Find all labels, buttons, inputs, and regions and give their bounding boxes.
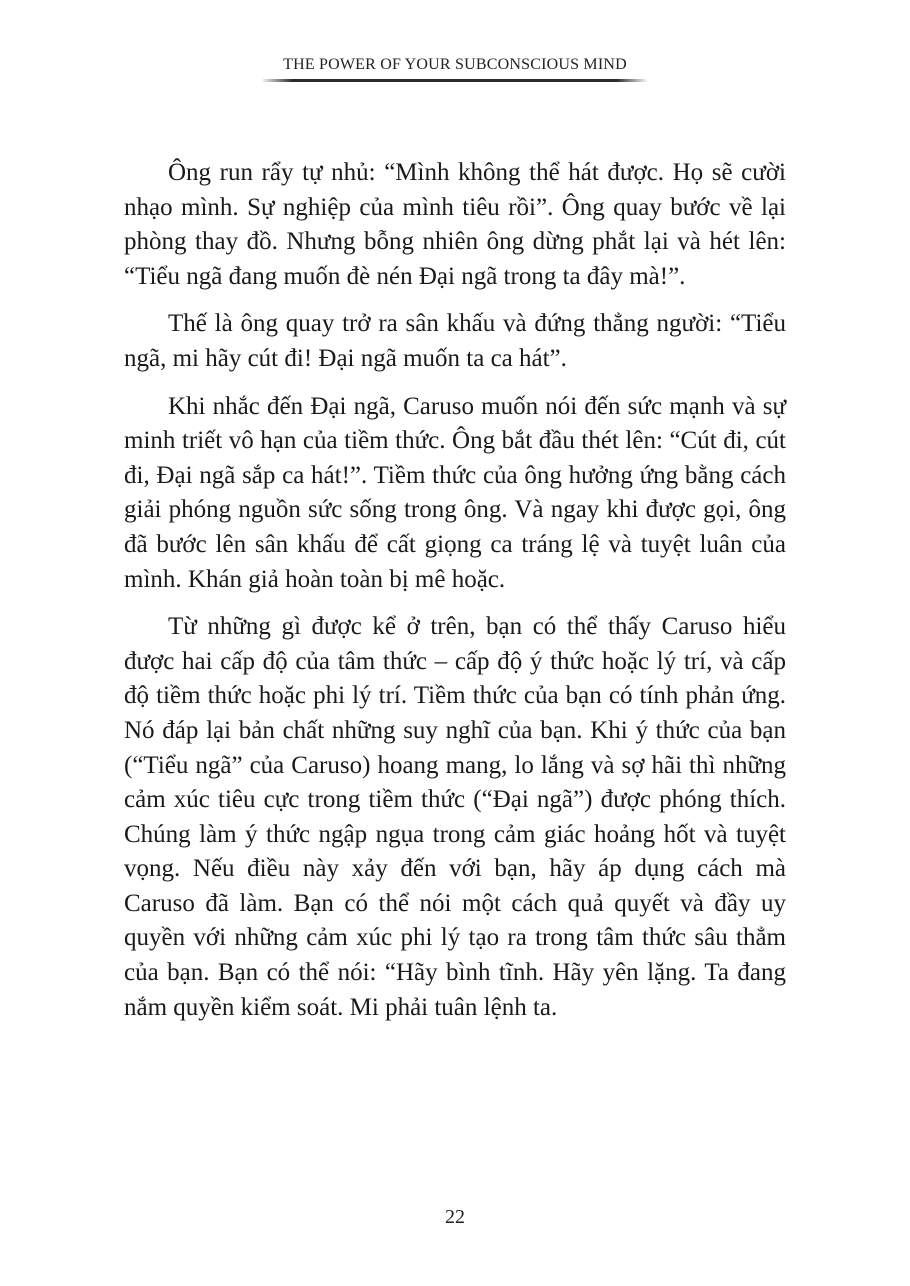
paragraph: Từ những gì được kể ở trên, bạn có thể thấy Caruso hiểu được hai cấp độ của tâm thức – cấp độ ý thức hoặc lý trí, và cấp độ tiềm thức hoặc phi lý trí. Tiềm thức của bạn có tính phản ứng. Nó đáp lại bản chất những suy nghĩ của bạn. Khi ý thức của bạn (“Tiểu ngã” của Caruso) hoang mang, lo lắng và sợ hãi thì những cảm xúc tiêu cực trong tiềm thức (“Đại ngã”) được phóng thích. Chúng làm ý thức ngập ngụa trong cảm giác hoảng hốt và tuyệt vọng. Nếu điều này xảy đến với bạn, hãy áp dụng cách mà Caruso đã làm. Bạn có thể nói một cách quả quyết và đầy uy quyền với những cảm xúc phi lý tạo ra trong tâm thức sâu thẳm của bạn. Bạn có thể nói: “Hãy bình tĩnh. Hãy yên lặng. Ta đang nắm quyền kiểm soát. Mi phải tuân lệnh ta. <box>124 613 786 1021</box>
book-title: THE POWER OF YOUR SUBCONSCIOUS MIND <box>283 56 627 73</box>
header-rule <box>262 79 647 82</box>
page-number: 22 <box>445 1206 465 1228</box>
body-text <box>124 156 786 1025</box>
running-header <box>0 56 910 74</box>
paragraph: Khi nhắc đến Đại ngã, Caruso muốn nói đến sức mạnh và sự minh triết vô hạn của tiềm thức. Ông bắt đầu thét lên: “Cút đi, cút đi, Đại ngã sắp ca hát!”. Tiềm thức của ông hưởng ứng bằng cách giải phóng nguồn sức sống trong ông. Và ngay khi được gọi, ông đã bước lên sân khấu để cất giọng ca tráng lệ và tuyệt luân của mình. Khán giả hoàn toàn bị mê hoặc. <box>124 392 786 593</box>
paragraph: Ông run rẩy tự nhủ: “Mình không thể hát được. Họ sẽ cười nhạo mình. Sự nghiệp của mình tiêu rồi”. Ông quay bước về lại phòng thay đồ. Nhưng bỗng nhiên ông dừng phắt lại và hét lên: “Tiểu ngã đang muốn đè nén Đại ngã trong ta đây mà!”. <box>124 159 786 290</box>
paragraph: Thế là ông quay trở ra sân khấu và đứng thẳng người: “Tiểu ngã, mi hãy cút đi! Đại ngã muốn ta ca hát”. <box>124 310 786 372</box>
